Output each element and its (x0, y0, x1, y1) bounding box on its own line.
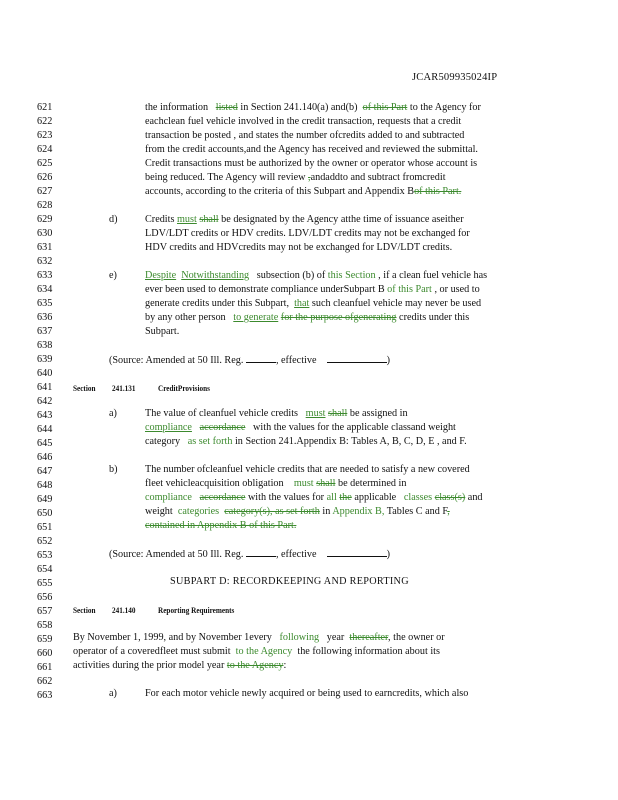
effective-blank (327, 547, 387, 557)
line-number: 633 (37, 270, 53, 281)
line-630: LDV/LDT credits or HDV credits. LDV/LDT credits may not be exchanged for (145, 228, 470, 239)
line-number: 625 (37, 158, 53, 169)
line-number: 624 (37, 144, 53, 155)
line-number: 634 (37, 284, 53, 295)
line-number: 640 (37, 368, 53, 379)
line-624: from the credit accounts,and the Agency has received and reviewed the submittal. (145, 144, 478, 155)
line-number: 652 (37, 536, 53, 547)
line-number: 643 (37, 410, 53, 421)
line-number: 661 (37, 662, 53, 673)
line-625: Credit transactions must be authorized by the owner or operator whose account is (145, 158, 478, 169)
item-label-b: b) (109, 464, 118, 475)
line-number: 659 (37, 634, 53, 645)
line-number: 662 (37, 676, 53, 687)
line-number: 628 (37, 200, 53, 211)
line-622: eachclean fuel vehicle involved in the credit transaction, requests that a credit (145, 116, 462, 127)
line-637: Subpart. (145, 326, 180, 337)
item-label-a: a) (109, 688, 117, 699)
line-number: 637 (37, 326, 53, 337)
item-label-e: e) (109, 270, 117, 281)
line-number: 641 (37, 382, 53, 393)
line-number: 638 (37, 340, 53, 351)
document-code: JCAR509935024IP (412, 72, 498, 83)
reg-blank (246, 353, 276, 363)
line-number: 649 (37, 494, 53, 505)
line-number: 647 (37, 466, 53, 477)
line-number: 651 (37, 522, 53, 533)
line-number: 650 (37, 508, 53, 519)
line-631: HDV credits and HDVcredits may not be exchanged for LDV/LDT credits. (145, 242, 453, 253)
line-number: 621 (37, 102, 53, 113)
line-number: 655 (37, 578, 53, 589)
line-number: 629 (37, 214, 53, 225)
line-number: 660 (37, 648, 53, 659)
line-number: 635 (37, 298, 53, 309)
line-number: 631 (37, 242, 53, 253)
line-number: 645 (37, 438, 53, 449)
line-number: 627 (37, 186, 53, 197)
line-number: 653 (37, 550, 53, 561)
effective-blank (327, 353, 387, 363)
line-number: 646 (37, 452, 53, 463)
line-number: 623 (37, 130, 53, 141)
item-label-a: a) (109, 408, 117, 419)
line-623: transaction be posted , and states the number ofcredits added to and subtracted (145, 130, 465, 141)
line-number: 630 (37, 228, 53, 239)
line-number: 636 (37, 312, 53, 323)
line-number: 626 (37, 172, 53, 183)
subpart-heading: SUBPART D: RECORDKEEPING AND REPORTING (170, 576, 409, 587)
line-number: 642 (37, 396, 53, 407)
line-number: 657 (37, 606, 53, 617)
line-number: 632 (37, 256, 53, 267)
reg-blank (246, 547, 276, 557)
line-number: 648 (37, 480, 53, 491)
line-number: 644 (37, 424, 53, 435)
line-number: 663 (37, 690, 53, 701)
line-number: 654 (37, 564, 53, 575)
line-number: 658 (37, 620, 53, 631)
line-number: 622 (37, 116, 53, 127)
item-label-d: d) (109, 214, 118, 225)
line-number: 656 (37, 592, 53, 603)
line-number: 639 (37, 354, 53, 365)
